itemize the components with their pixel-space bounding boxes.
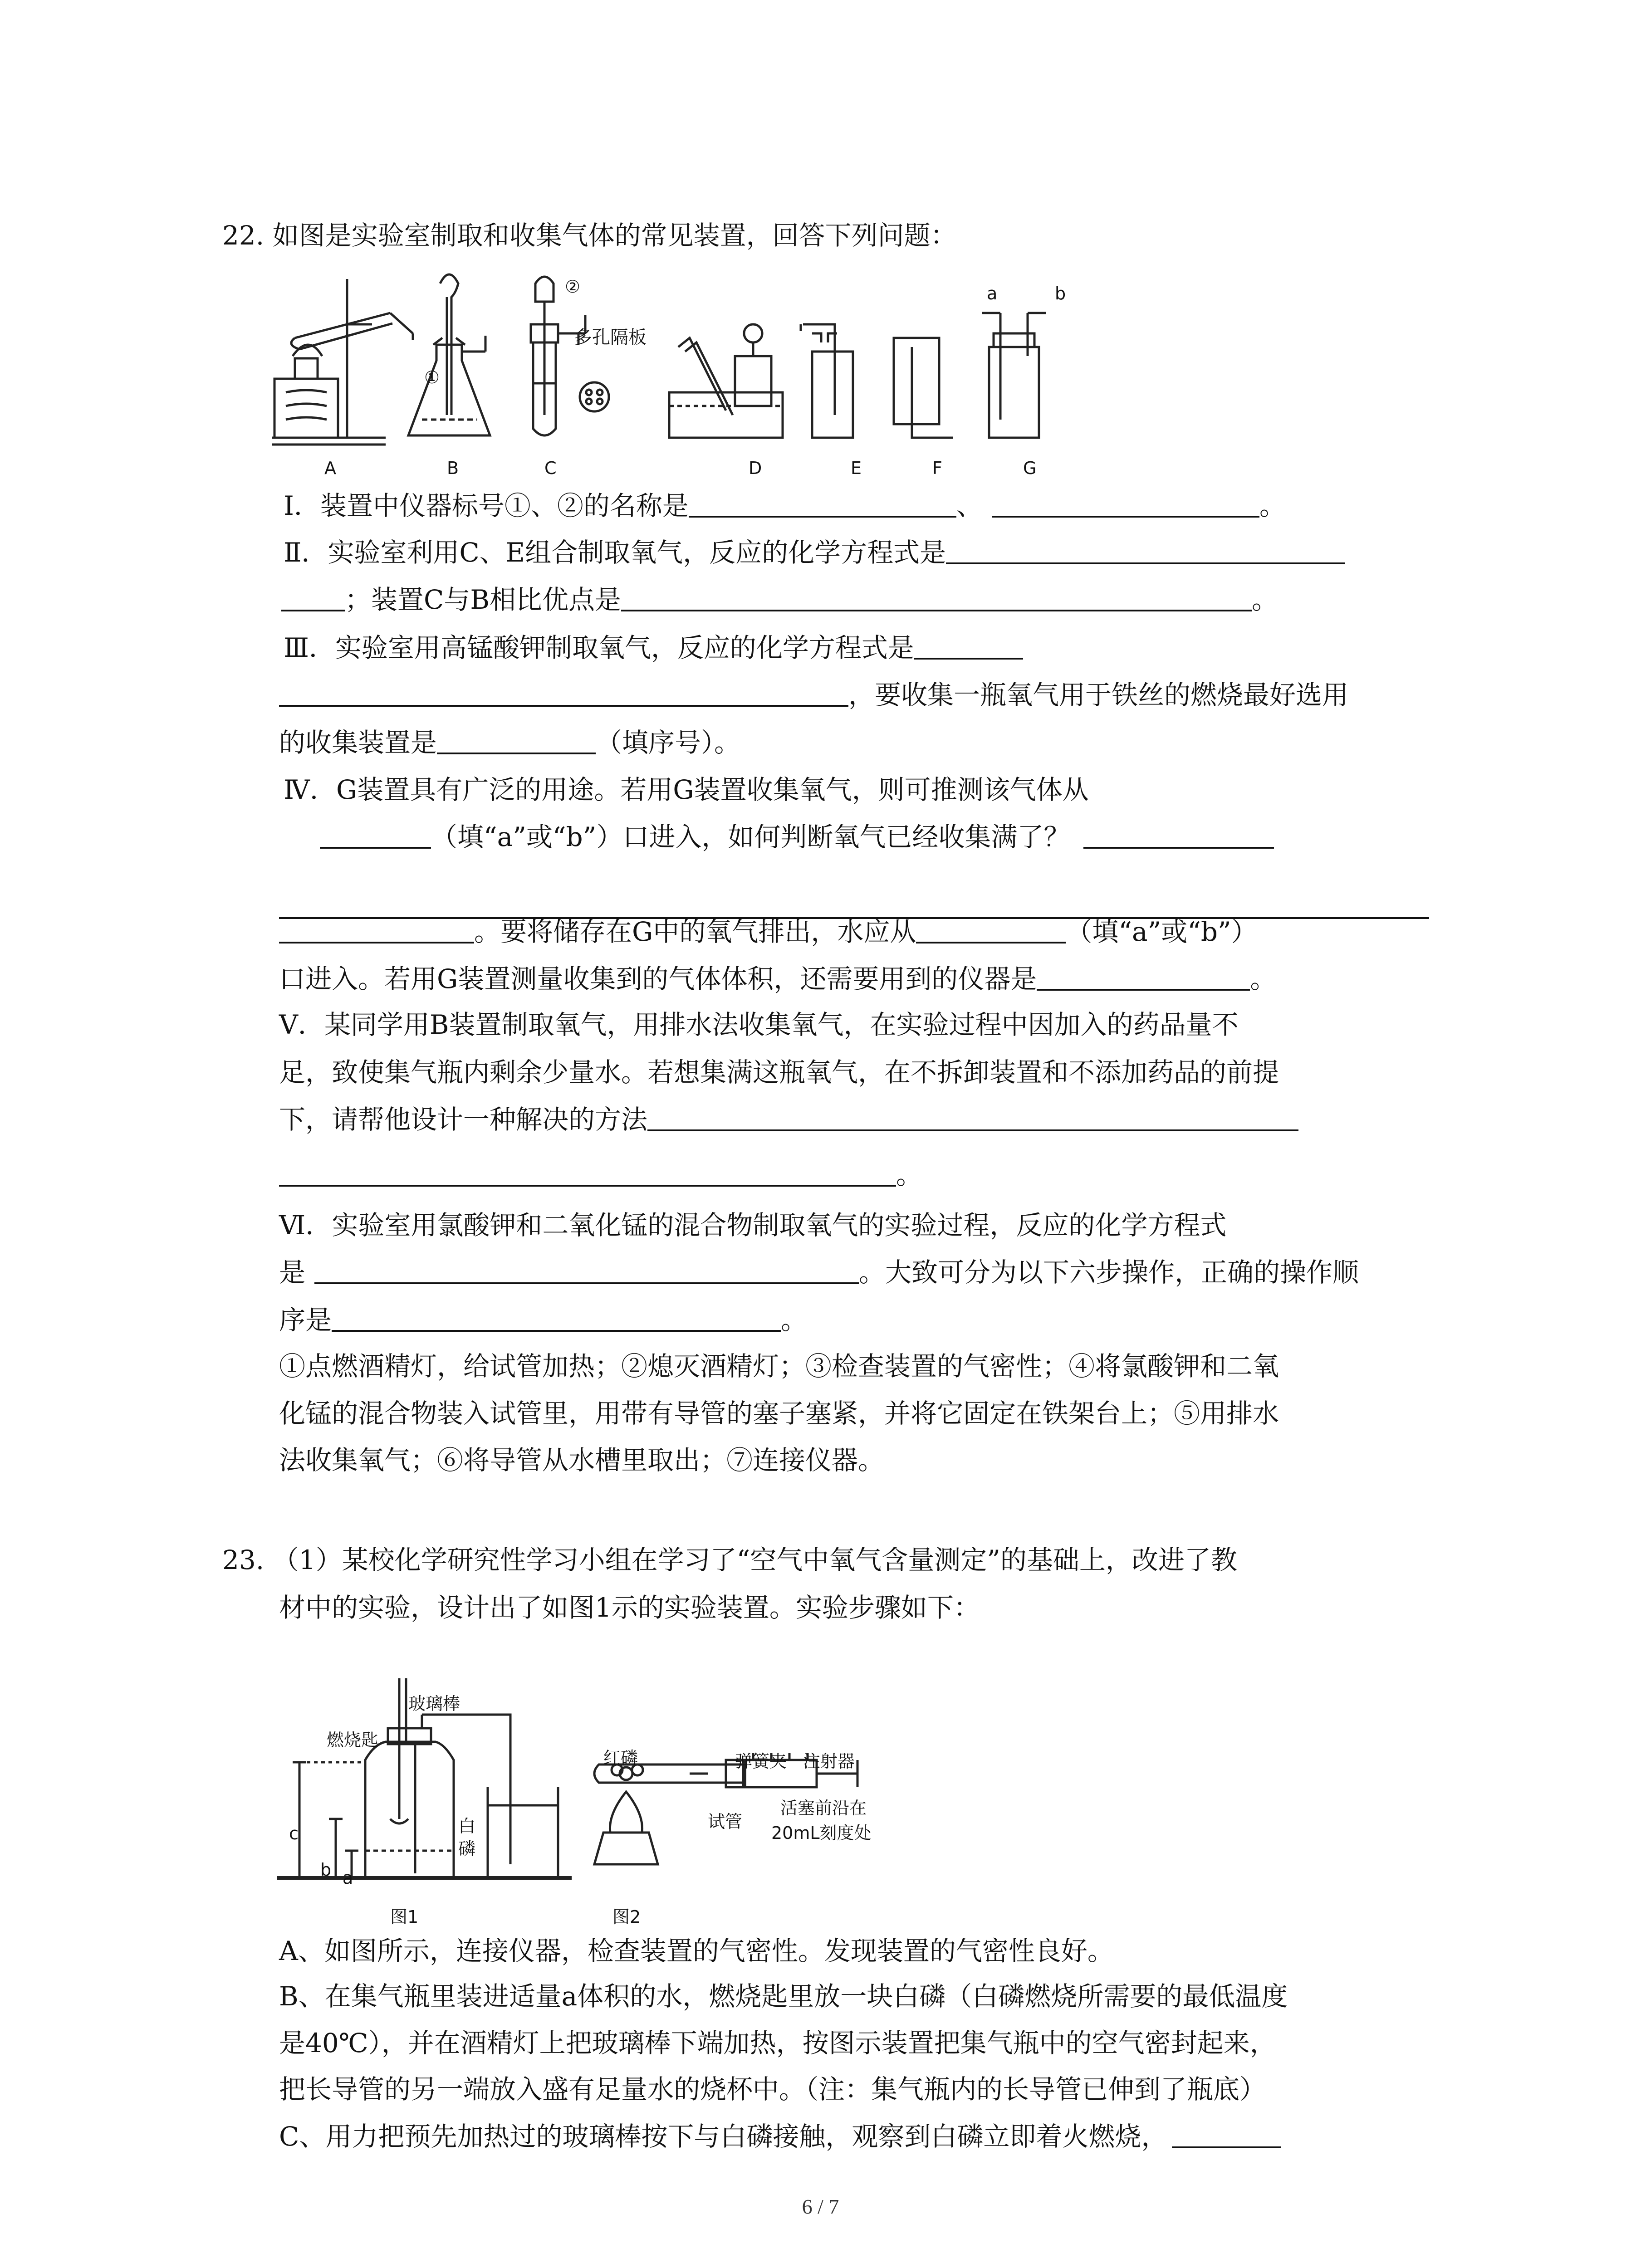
q22-iv: [284, 774, 1089, 805]
q22-iv-text3: 。要将储存在G中的氧气排出，水应从: [474, 916, 916, 947]
q22-v-text3: 下，请帮他设计一种解决的方法: [279, 1104, 648, 1135]
q22-v-line4: [279, 1161, 922, 1188]
answer-blank-ii-1[interactable]: [946, 539, 1345, 564]
answer-blank-ii-1b[interactable]: [281, 586, 345, 611]
q22-iii-text: Ⅲ．实验室用高锰酸钾制取氧气，反应的化学方程式是: [284, 632, 914, 663]
q22-iii-line3: [279, 729, 740, 756]
figure-label-A: A: [324, 458, 336, 478]
fig2-label-clamp: 弹簧夹: [735, 1751, 787, 1771]
answer-blank-iv-2b[interactable]: [279, 894, 1429, 919]
q22-apparatus-figure: [268, 265, 1107, 483]
q22-vi-text2a: 是: [279, 1257, 306, 1288]
q22-iv-text2: （填“a”或“b”）口进入，如何判断氧气已经收集满了？: [431, 821, 1070, 852]
fig2-label-piston2: 20mL刻度处: [771, 1823, 872, 1843]
figure-label-mark2: ②: [565, 277, 581, 297]
answer-blank-iii-2[interactable]: [437, 729, 596, 754]
q22-iv-text4: 口进入。若用G装置测量收集到的气体体积，还需要用到的仪器是: [279, 963, 1037, 994]
answer-blank-iii-1[interactable]: [914, 634, 1023, 660]
figure-label-port-a: a: [987, 284, 998, 303]
q22-i-text: Ⅰ．装置中仪器标号①、②的名称是: [284, 490, 689, 521]
q22-iv-text3b: （填“a”或“b”）: [1066, 916, 1258, 947]
figure-label-B: B: [447, 458, 459, 478]
q23-step-c: [279, 2123, 1281, 2150]
q23-step-a: A、如图所示，连接仪器，检查装置的气密性。发现装置的气密性良好。: [279, 1936, 1114, 1966]
q22-iii: [284, 634, 1023, 661]
q22-stem: 22. 如图是实验室制取和收集气体的常见装置，回答下列问题：: [222, 220, 957, 251]
fig2-label-syringe: 注射器: [803, 1751, 855, 1771]
q22-ii-text: Ⅱ．实验室利用C、E组合制取氧气，反应的化学方程式是: [284, 537, 946, 568]
q23-step-b3: 把长导管的另一端放入盛有足量水的烧杯中。（注：集气瓶内的长导管已伸到了瓶底）: [279, 2074, 1266, 2105]
q22-i-sep: 、: [956, 490, 983, 521]
figure-label-D: D: [749, 458, 762, 478]
q22-iii-text2: ，要收集一瓶氧气用于铁丝的燃烧最好选用: [848, 679, 1349, 710]
fig2-label-red-p: 红磷: [603, 1748, 638, 1768]
apparatus-g: [982, 313, 1046, 438]
figure-label-F: F: [932, 458, 942, 478]
fig1-label-b: b: [320, 1860, 332, 1880]
fig1-label-white-p2: 磷: [458, 1839, 476, 1859]
figure-label-E: E: [851, 458, 862, 478]
q22-v: [279, 1009, 1239, 1040]
q22-vi-steps1: ①点燃酒精灯，给试管加热；②熄灭酒精灯；③检查装置的气密性；④将氯酸钾和二氧: [279, 1351, 1279, 1382]
answer-blank-iv-4[interactable]: [1037, 965, 1250, 991]
q22-vi-line2: [279, 1259, 1359, 1286]
apparatus-f: [894, 338, 953, 438]
fig1-label-white-p1: 白: [458, 1816, 476, 1836]
q22-ii-text2: ；装置C与B相比优点是: [345, 584, 622, 615]
q22-ii-line2: [281, 586, 1278, 613]
apparatus-e: [801, 324, 853, 438]
apparatus-a: [272, 279, 413, 445]
fig1-label-spoon: 燃烧匙: [327, 1730, 379, 1750]
q22-ii: [284, 539, 1345, 566]
apparatus-b: [408, 274, 490, 435]
page-number: 6 / 7: [802, 2195, 839, 2218]
q22-ii-end: 。: [1252, 584, 1279, 615]
q22-iv-line3: [279, 918, 1258, 945]
q23-step-b1: B、在集气瓶里装进适量a体积的水，燃烧匙里放一块白磷（白磷燃烧所需要的最低温度: [279, 1981, 1288, 2012]
q22-iii-text3b: （填序号）。: [596, 727, 741, 758]
q22-v-text2: 足，致使集气瓶内剩余少量水。若想集满这瓶氧气，在不拆卸装置和不添加药品的前提: [279, 1057, 1279, 1088]
answer-blank-ii-2[interactable]: [621, 586, 1252, 611]
q23-stem1: 23. （1）某校化学研究性学习小组在学习了“空气中氧气含量测定”的基础上，改进了教: [222, 1545, 1237, 1575]
answer-blank-iv-2[interactable]: [1083, 823, 1274, 849]
answer-blank-vi-2[interactable]: [332, 1306, 781, 1332]
q22-iv-end: 。: [1250, 963, 1277, 994]
q23-stem2: 材中的实验，设计出了如图1示的实验装置。实验步骤如下：: [279, 1592, 980, 1623]
q22-i: [284, 492, 1286, 519]
q22-iv-text: Ⅳ．G装置具有广泛的用途。若用G装置收集氧气，则可推测该气体从: [284, 774, 1089, 805]
fig1-label-glass-rod: 玻璃棒: [408, 1694, 460, 1714]
q23-step-c-text: C、用力把预先加热过的玻璃棒按下与白磷接触，观察到白磷立即着火燃烧，: [279, 2121, 1168, 2152]
figure-label-G: G: [1023, 458, 1037, 478]
answer-blank-23-c[interactable]: [1172, 2123, 1281, 2148]
answer-blank-iv-1[interactable]: [320, 823, 431, 849]
fig1-label-a: a: [343, 1868, 353, 1888]
apparatus-c: [531, 277, 609, 435]
figure-label-mark1: ①: [424, 367, 440, 387]
q22-v-line2: [279, 1057, 1279, 1088]
q22-vi: [279, 1210, 1227, 1241]
q22-iv-line2: [320, 823, 1274, 850]
q22-vi-steps3: 法收集氧气；⑥将导管从水槽里取出；⑦连接仪器。: [279, 1445, 885, 1476]
fig2-label-piston1: 活塞前沿在: [780, 1798, 867, 1818]
answer-blank-iv-2c[interactable]: [279, 918, 474, 943]
q22-iii-line2: [279, 681, 1348, 708]
q22-iii-text3: 的收集装置是: [279, 727, 437, 758]
q22-vi-text: Ⅵ．实验室用氯酸钾和二氧化锰的混合物制取氧气的实验过程，反应的化学方程式: [279, 1210, 1227, 1241]
figure-label-port-b: b: [1055, 284, 1066, 303]
answer-blank-i-2[interactable]: [992, 492, 1259, 518]
q22-vi-text3: 序是: [279, 1305, 332, 1335]
apparatus-d: [669, 324, 783, 438]
q22-v-text: Ⅴ．某同学用B装置制取氧气，用排水法收集氧气，在实验过程中因加入的药品量不: [279, 1009, 1239, 1040]
answer-blank-vi-1[interactable]: [314, 1259, 859, 1284]
answer-blank-i-1[interactable]: [689, 492, 956, 518]
answer-blank-iv-3[interactable]: [916, 918, 1066, 943]
q23-apparatus-figure: [272, 1669, 953, 1905]
fig1-label-c: c: [289, 1823, 299, 1843]
answer-blank-v-1[interactable]: [647, 1106, 1298, 1131]
q22-v-line3: [279, 1106, 1298, 1133]
q22-i-end: 。: [1259, 490, 1286, 521]
q23-step-b2: 是40℃），并在酒精灯上把玻璃棒下端加热，按图示装置把集气瓶中的空气密封起来，: [279, 2028, 1276, 2058]
q22-iv-line4: [279, 965, 1276, 992]
figure-label-partition: 多孔隔板: [574, 327, 647, 348]
q22-vi-end: 。: [781, 1305, 808, 1335]
answer-blank-iii-1b[interactable]: [279, 681, 848, 707]
q22-vi-text2b: 。大致可分为以下六步操作，正确的操作顺: [859, 1257, 1359, 1288]
fig2-caption: 图2: [612, 1907, 641, 1927]
q22-v-end: 。: [896, 1159, 923, 1190]
fig2-label-tube: 试管: [708, 1812, 743, 1832]
figure-label-C: C: [544, 458, 557, 478]
q22-vi-line3: [279, 1306, 807, 1333]
q22-vi-steps2: 化锰的混合物装入试管里，用带有导管的塞子塞紧，并将它固定在铁架台上；⑤用排水: [279, 1398, 1279, 1429]
answer-blank-v-1b[interactable]: [279, 1161, 896, 1187]
fig1-caption: 图1: [390, 1907, 419, 1927]
